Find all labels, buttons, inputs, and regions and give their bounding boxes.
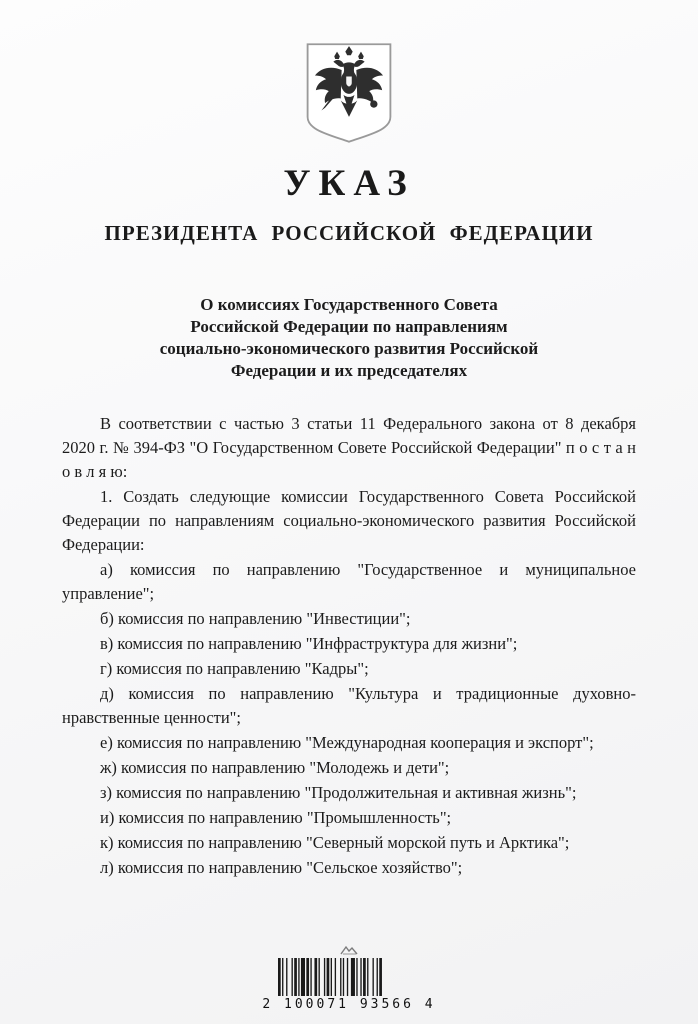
list-item-l: л) комиссия по направлению "Сельское хозяйство"; — [100, 858, 463, 877]
list-item-k: к) комиссия по направлению "Северный морской путь и Арктика"; — [100, 833, 570, 852]
list-item-d: д) комиссия по направлению "Культура и традиционные духовно-нравственные ценности"; — [62, 684, 636, 727]
emblem-container — [0, 0, 698, 148]
body-paragraph: 1. Создать следующие комиссии Государственного Совета Российской Федерации по направлениям социально-экономического развития Российской Федерации: — [62, 487, 636, 554]
list-item-g: г) комиссия по направлению "Кадры"; — [100, 659, 369, 678]
coat-of-arms-russia-icon — [303, 38, 395, 148]
list-item-i: и) комиссия по направлению "Промышленность"; — [100, 808, 452, 827]
barcode-block — [0, 945, 698, 1012]
body-paragraph: В соответствии с частью 3 статьи 11 Федерального закона от 8 декабря 2020 г. № 394-ФЗ "О Государственном Совете Российской Федерации" п о с т а н о в л я ю: — [62, 414, 636, 481]
subject-line: Российской Федерации по направлениям — [190, 317, 508, 336]
decree-title: УКАЗ — [283, 163, 415, 204]
list-item-v: в) комиссия по направлению "Инфраструктура для жизни"; — [100, 634, 518, 653]
subject-line: социально-экономического развития Российской — [159, 339, 539, 358]
decree-body — [62, 412, 636, 880]
barcode-icon — [276, 958, 422, 996]
decree-subject — [89, 294, 609, 382]
list-item-e: е) комиссия по направлению "Международная кооперация и экспорт"; — [100, 733, 594, 752]
print-mark-icon — [338, 945, 360, 956]
list-item-z: з) комиссия по направлению "Продолжительная и активная жизнь"; — [100, 783, 577, 802]
list-item-a: а) комиссия по направлению "Государственное и муниципальное управление"; — [62, 560, 636, 603]
list-item-b: б) комиссия по направлению "Инвестиции"; — [100, 609, 411, 628]
print-mark — [338, 945, 360, 957]
subject-line: О комиссиях Государственного Совета — [200, 295, 498, 314]
list-item-zh: ж) комиссия по направлению "Молодежь и дети"; — [100, 758, 450, 777]
decree-subtitle: ПРЕЗИДЕНТА РОССИЙСКОЙ ФЕДЕРАЦИИ — [104, 221, 594, 245]
barcode-digits: 2 100071 93566 4 — [262, 997, 436, 1012]
subject-line: Федерации и их председателях — [230, 361, 468, 380]
